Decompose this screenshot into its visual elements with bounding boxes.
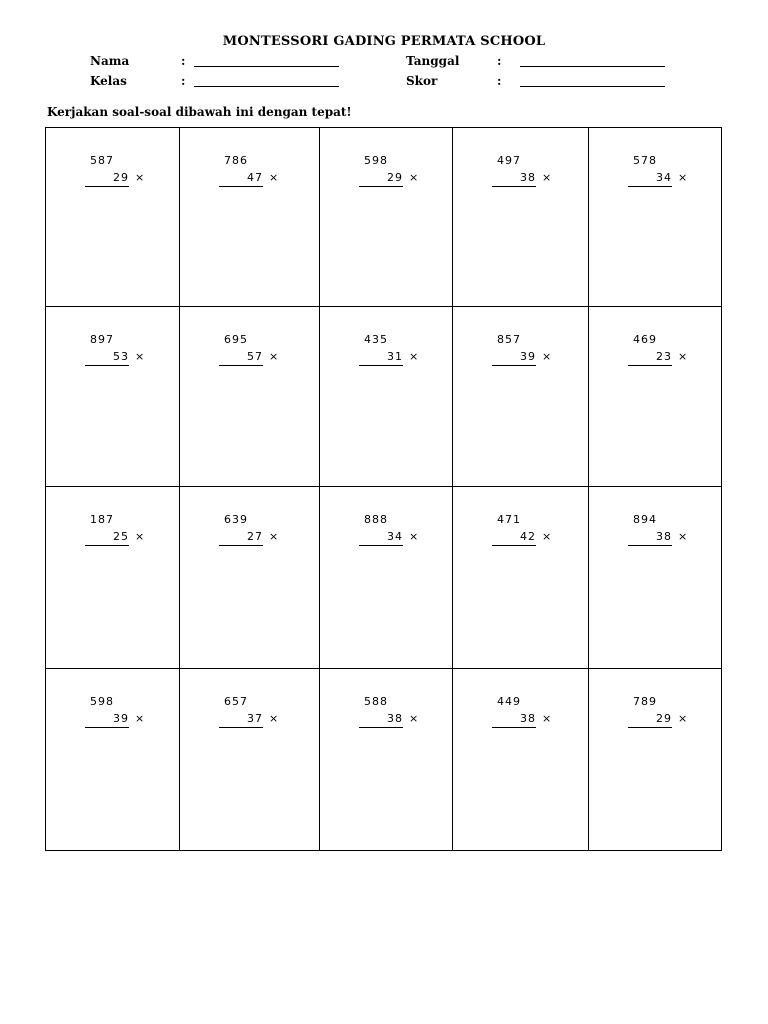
multiplier: 25 [85,530,129,546]
instruction-text: Kerjakan soal-soal dibawah ini dengan tepat! [47,105,352,119]
school-title: MONTESSORI GADING PERMATA SCHOOL [222,34,546,49]
multiplicand: 897 [90,333,114,346]
problem-row [46,128,722,307]
multiplicand: 578 [633,154,657,167]
multiplier: 29 [85,171,129,187]
multiply-operator: × [542,350,553,363]
problem-cell[interactable] [589,487,722,669]
problem-row [46,307,722,487]
multiplier: 57 [219,350,263,366]
problem-cell[interactable] [589,307,722,487]
multiplicand: 598 [90,695,114,708]
problem-cell[interactable] [180,307,320,487]
multiplier: 42 [492,530,536,546]
multiplicand: 639 [224,513,248,526]
problem-cell[interactable] [46,487,180,669]
tanggal-colon: : [497,54,502,68]
tanggal-label: Tanggal [406,54,460,68]
multiplier: 34 [359,530,403,546]
problem-cell[interactable] [320,669,453,851]
multiplier: 53 [85,350,129,366]
multiplicand: 598 [364,154,388,167]
multiplier: 38 [628,530,672,546]
problem-cell[interactable] [453,128,589,307]
problem-row [46,487,722,669]
problem-cell[interactable] [453,669,589,851]
multiplier: 39 [85,712,129,728]
multiply-operator: × [542,530,553,543]
nama-label: Nama [90,54,130,68]
tanggal-field[interactable] [520,66,665,67]
multiplicand: 435 [364,333,388,346]
problem-cell[interactable] [589,128,722,307]
multiply-operator: × [678,712,689,725]
multiplier: 38 [359,712,403,728]
multiplier: 27 [219,530,263,546]
problem-grid [45,127,722,851]
multiplier: 38 [492,712,536,728]
multiply-operator: × [678,350,689,363]
multiply-operator: × [409,530,420,543]
multiplier: 37 [219,712,263,728]
multiplicand: 587 [90,154,114,167]
multiplicand: 789 [633,695,657,708]
skor-field[interactable] [520,86,665,87]
multiply-operator: × [135,350,146,363]
multiplicand: 469 [633,333,657,346]
multiplier: 38 [492,171,536,187]
multiply-operator: × [269,712,280,725]
problem-cell[interactable] [180,487,320,669]
multiplicand: 588 [364,695,388,708]
problem-cell[interactable] [453,307,589,487]
multiply-operator: × [135,712,146,725]
multiply-operator: × [135,171,146,184]
multiplicand: 857 [497,333,521,346]
problem-cell[interactable] [46,669,180,851]
problem-cell[interactable] [180,669,320,851]
problem-cell[interactable] [320,307,453,487]
kelas-label: Kelas [90,74,127,88]
multiplier: 39 [492,350,536,366]
nama-field[interactable] [194,66,339,67]
multiplicand: 894 [633,513,657,526]
problem-cell[interactable] [589,669,722,851]
multiplier: 29 [628,712,672,728]
multiplicand: 497 [497,154,521,167]
multiply-operator: × [409,171,420,184]
multiplicand: 471 [497,513,521,526]
skor-label: Skor [406,74,438,88]
problem-cell[interactable] [320,487,453,669]
multiply-operator: × [135,530,146,543]
nama-colon: : [181,54,186,68]
multiply-operator: × [269,350,280,363]
multiply-operator: × [269,530,280,543]
multiplier: 34 [628,171,672,187]
problem-cell[interactable] [320,128,453,307]
multiply-operator: × [409,350,420,363]
multiplier: 29 [359,171,403,187]
kelas-field[interactable] [194,86,339,87]
multiplicand: 786 [224,154,248,167]
multiply-operator: × [678,171,689,184]
multiply-operator: × [269,171,280,184]
multiplicand: 657 [224,695,248,708]
multiply-operator: × [678,530,689,543]
problem-cell[interactable] [46,307,180,487]
multiplicand: 695 [224,333,248,346]
multiplicand: 888 [364,513,388,526]
problem-row [46,669,722,851]
multiply-operator: × [409,712,420,725]
multiplier: 31 [359,350,403,366]
multiply-operator: × [542,171,553,184]
multiplicand: 449 [497,695,521,708]
multiplicand: 187 [90,513,114,526]
problem-cell[interactable] [453,487,589,669]
problem-cell[interactable] [46,128,180,307]
problem-cell[interactable] [180,128,320,307]
skor-colon: : [497,74,502,88]
multiplier: 23 [628,350,672,366]
kelas-colon: : [181,74,186,88]
multiply-operator: × [542,712,553,725]
multiplier: 47 [219,171,263,187]
